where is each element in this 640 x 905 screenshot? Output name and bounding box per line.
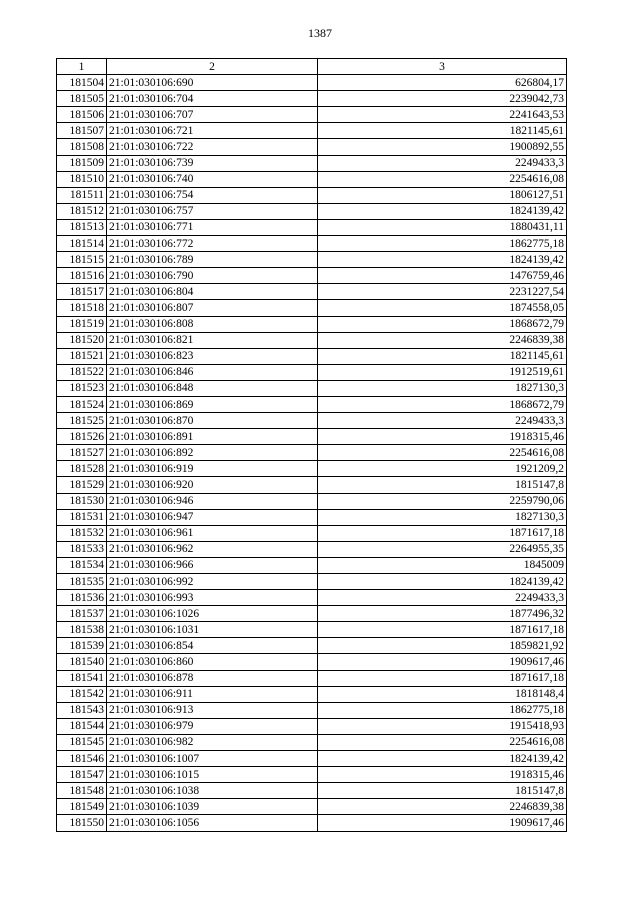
cadastral-number-cell: 21:01:030106:804 bbox=[107, 284, 318, 300]
row-number-cell: 181524 bbox=[57, 396, 107, 412]
cadastral-value-cell: 1824139,42 bbox=[318, 252, 567, 268]
row-number-cell: 181537 bbox=[57, 606, 107, 622]
table-row bbox=[57, 783, 567, 799]
row-number-cell: 181534 bbox=[57, 557, 107, 573]
cadastral-number-cell: 21:01:030106:911 bbox=[107, 686, 318, 702]
table-row bbox=[57, 638, 567, 654]
table-row bbox=[57, 686, 567, 702]
table-row bbox=[57, 477, 567, 493]
table-row bbox=[57, 123, 567, 139]
table-row bbox=[57, 734, 567, 750]
row-number-cell: 181533 bbox=[57, 541, 107, 557]
page-number: 1387 bbox=[308, 26, 332, 40]
cadastral-value-cell: 1918315,46 bbox=[318, 767, 567, 783]
row-number-cell: 181518 bbox=[57, 300, 107, 316]
cadastral-value-cell: 1874558,05 bbox=[318, 300, 567, 316]
cadastral-value-cell: 2259790,06 bbox=[318, 493, 567, 509]
row-number-cell: 181550 bbox=[57, 815, 107, 831]
cadastral-value-cell: 1868672,79 bbox=[318, 396, 567, 412]
cadastral-value-cell: 1912519,61 bbox=[318, 364, 567, 380]
row-number-cell: 181517 bbox=[57, 284, 107, 300]
row-number-cell: 181516 bbox=[57, 268, 107, 284]
table-row bbox=[57, 461, 567, 477]
cadastral-number-cell: 21:01:030106:946 bbox=[107, 493, 318, 509]
cadastral-number-cell: 21:01:030106:962 bbox=[107, 541, 318, 557]
cadastral-number-cell: 21:01:030106:1007 bbox=[107, 751, 318, 767]
table-row bbox=[57, 799, 567, 815]
row-number-cell: 181544 bbox=[57, 718, 107, 734]
cadastral-value-cell: 2249433,3 bbox=[318, 413, 567, 429]
cadastral-number-cell: 21:01:030106:739 bbox=[107, 155, 318, 171]
cadastral-number-cell: 21:01:030106:707 bbox=[107, 107, 318, 123]
cadastral-number-cell: 21:01:030106:1031 bbox=[107, 622, 318, 638]
cadastral-number-cell: 21:01:030106:992 bbox=[107, 574, 318, 590]
row-number-cell: 181527 bbox=[57, 445, 107, 461]
table-row bbox=[57, 557, 567, 573]
cadastral-value-cell: 2254616,08 bbox=[318, 171, 567, 187]
table-row bbox=[57, 268, 567, 284]
row-number-cell: 181546 bbox=[57, 751, 107, 767]
table-row bbox=[57, 509, 567, 525]
row-number-cell: 181505 bbox=[57, 91, 107, 107]
cadastral-number-cell: 21:01:030106:821 bbox=[107, 332, 318, 348]
table-row bbox=[57, 364, 567, 380]
table-row bbox=[57, 107, 567, 123]
row-number-cell: 181514 bbox=[57, 236, 107, 252]
cadastral-number-cell: 21:01:030106:772 bbox=[107, 236, 318, 252]
row-number-cell: 181504 bbox=[57, 75, 107, 91]
row-number-cell: 181548 bbox=[57, 783, 107, 799]
cadastral-value-cell: 2254616,08 bbox=[318, 445, 567, 461]
table-row bbox=[57, 348, 567, 364]
row-number-cell: 181515 bbox=[57, 252, 107, 268]
table-row bbox=[57, 203, 567, 219]
row-number-cell: 181507 bbox=[57, 123, 107, 139]
table-row bbox=[57, 525, 567, 541]
cadastral-value-cell: 626804,17 bbox=[318, 75, 567, 91]
cadastral-number-cell: 21:01:030106:846 bbox=[107, 364, 318, 380]
table-row bbox=[57, 284, 567, 300]
cadastral-value-cell: 2246839,38 bbox=[318, 799, 567, 815]
row-number-cell: 181530 bbox=[57, 493, 107, 509]
cadastral-number-cell: 21:01:030106:771 bbox=[107, 219, 318, 235]
cadastral-number-cell: 21:01:030106:878 bbox=[107, 670, 318, 686]
row-number-cell: 181528 bbox=[57, 461, 107, 477]
cadastral-value-cell: 1821145,61 bbox=[318, 123, 567, 139]
cadastral-value-cell: 1827130,3 bbox=[318, 509, 567, 525]
cadastral-value-cell: 1859821,92 bbox=[318, 638, 567, 654]
cadastral-number-cell: 21:01:030106:807 bbox=[107, 300, 318, 316]
cadastral-value-cell: 1827130,3 bbox=[318, 380, 567, 396]
cadastral-number-cell: 21:01:030106:993 bbox=[107, 590, 318, 606]
table-row bbox=[57, 622, 567, 638]
table-row bbox=[57, 574, 567, 590]
table-row bbox=[57, 91, 567, 107]
table-row bbox=[57, 252, 567, 268]
table-row bbox=[57, 380, 567, 396]
cadastral-value-cell: 1476759,46 bbox=[318, 268, 567, 284]
header-col-3: 3 bbox=[318, 59, 567, 75]
row-number-cell: 181526 bbox=[57, 429, 107, 445]
table-row bbox=[57, 75, 567, 91]
cadastral-value-cell: 1915418,93 bbox=[318, 718, 567, 734]
cadastral-number-cell: 21:01:030106:740 bbox=[107, 171, 318, 187]
cadastral-value-cell: 1824139,42 bbox=[318, 203, 567, 219]
cadastral-number-cell: 21:01:030106:823 bbox=[107, 348, 318, 364]
cadastral-value-cell: 1871617,18 bbox=[318, 525, 567, 541]
cadastral-value-cell: 1824139,42 bbox=[318, 574, 567, 590]
table-row bbox=[57, 316, 567, 332]
row-number-cell: 181512 bbox=[57, 203, 107, 219]
table-row bbox=[57, 445, 567, 461]
cadastral-number-cell: 21:01:030106:982 bbox=[107, 734, 318, 750]
cadastral-value-cell: 2264955,35 bbox=[318, 541, 567, 557]
row-number-cell: 181523 bbox=[57, 380, 107, 396]
table-row bbox=[57, 429, 567, 445]
cadastral-number-cell: 21:01:030106:757 bbox=[107, 203, 318, 219]
cadastral-value-cell: 2239042,73 bbox=[318, 91, 567, 107]
row-number-cell: 181506 bbox=[57, 107, 107, 123]
cadastral-number-cell: 21:01:030106:789 bbox=[107, 252, 318, 268]
cadastral-value-cell: 2241643,53 bbox=[318, 107, 567, 123]
row-number-cell: 181519 bbox=[57, 316, 107, 332]
cadastral-number-cell: 21:01:030106:704 bbox=[107, 91, 318, 107]
cadastral-number-cell: 21:01:030106:869 bbox=[107, 396, 318, 412]
cadastral-value-cell: 2231227,54 bbox=[318, 284, 567, 300]
table-header bbox=[57, 59, 567, 75]
cadastral-value-cell: 1806127,51 bbox=[318, 187, 567, 203]
cadastral-value-cell: 1818148,4 bbox=[318, 686, 567, 702]
table-row bbox=[57, 155, 567, 171]
header-col-2: 2 bbox=[107, 59, 318, 75]
cadastral-value-cell: 1845009 bbox=[318, 557, 567, 573]
row-number-cell: 181535 bbox=[57, 574, 107, 590]
cadastral-number-cell: 21:01:030106:754 bbox=[107, 187, 318, 203]
table-row bbox=[57, 815, 567, 831]
cadastral-value-cell: 1871617,18 bbox=[318, 622, 567, 638]
cadastral-number-cell: 21:01:030106:979 bbox=[107, 718, 318, 734]
table-row bbox=[57, 654, 567, 670]
table-row bbox=[57, 718, 567, 734]
cadastral-number-cell: 21:01:030106:961 bbox=[107, 525, 318, 541]
cadastral-value-cell: 1862775,18 bbox=[318, 702, 567, 718]
cadastral-value-cell: 1918315,46 bbox=[318, 429, 567, 445]
cadastral-number-cell: 21:01:030106:860 bbox=[107, 654, 318, 670]
row-number-cell: 181532 bbox=[57, 525, 107, 541]
row-number-cell: 181541 bbox=[57, 670, 107, 686]
table-row bbox=[57, 541, 567, 557]
cadastral-value-cell: 1862775,18 bbox=[318, 236, 567, 252]
row-number-cell: 181539 bbox=[57, 638, 107, 654]
cadastral-number-cell: 21:01:030106:854 bbox=[107, 638, 318, 654]
table-row bbox=[57, 751, 567, 767]
row-number-cell: 181542 bbox=[57, 686, 107, 702]
table-row bbox=[57, 396, 567, 412]
cadastral-number-cell: 21:01:030106:870 bbox=[107, 413, 318, 429]
row-number-cell: 181531 bbox=[57, 509, 107, 525]
cadastral-number-cell: 21:01:030106:891 bbox=[107, 429, 318, 445]
row-number-cell: 181509 bbox=[57, 155, 107, 171]
table-row bbox=[57, 236, 567, 252]
cadastral-value-cell: 2249433,3 bbox=[318, 590, 567, 606]
cadastral-value-cell: 1871617,18 bbox=[318, 670, 567, 686]
cadastral-number-cell: 21:01:030106:848 bbox=[107, 380, 318, 396]
cadastral-number-cell: 21:01:030106:919 bbox=[107, 461, 318, 477]
table-row bbox=[57, 219, 567, 235]
row-number-cell: 181536 bbox=[57, 590, 107, 606]
cadastral-value-table bbox=[56, 58, 567, 832]
row-number-cell: 181549 bbox=[57, 799, 107, 815]
cadastral-value-cell: 1909617,46 bbox=[318, 654, 567, 670]
cadastral-value-cell: 1815147,8 bbox=[318, 783, 567, 799]
cadastral-value-cell: 1880431,11 bbox=[318, 219, 567, 235]
cadastral-number-cell: 21:01:030106:808 bbox=[107, 316, 318, 332]
table-row bbox=[57, 606, 567, 622]
row-number-cell: 181521 bbox=[57, 348, 107, 364]
table-row bbox=[57, 300, 567, 316]
row-number-cell: 181545 bbox=[57, 734, 107, 750]
row-number-cell: 181529 bbox=[57, 477, 107, 493]
table-body bbox=[57, 75, 567, 831]
cadastral-number-cell: 21:01:030106:913 bbox=[107, 702, 318, 718]
table-row bbox=[57, 493, 567, 509]
cadastral-number-cell: 21:01:030106:1026 bbox=[107, 606, 318, 622]
table-row bbox=[57, 139, 567, 155]
row-number-cell: 181522 bbox=[57, 364, 107, 380]
cadastral-number-cell: 21:01:030106:966 bbox=[107, 557, 318, 573]
cadastral-value-cell: 1821145,61 bbox=[318, 348, 567, 364]
cadastral-value-cell: 1824139,42 bbox=[318, 751, 567, 767]
header-row bbox=[57, 59, 567, 75]
cadastral-value-cell: 1877496,32 bbox=[318, 606, 567, 622]
cadastral-value-cell: 1921209,2 bbox=[318, 461, 567, 477]
cadastral-value-cell: 2254616,08 bbox=[318, 734, 567, 750]
table-row bbox=[57, 767, 567, 783]
row-number-cell: 181525 bbox=[57, 413, 107, 429]
cadastral-number-cell: 21:01:030106:721 bbox=[107, 123, 318, 139]
cadastral-number-cell: 21:01:030106:1015 bbox=[107, 767, 318, 783]
cadastral-number-cell: 21:01:030106:1056 bbox=[107, 815, 318, 831]
table-row bbox=[57, 187, 567, 203]
cadastral-value-cell: 1868672,79 bbox=[318, 316, 567, 332]
table-row bbox=[57, 332, 567, 348]
cadastral-value-cell: 1900892,55 bbox=[318, 139, 567, 155]
row-number-cell: 181508 bbox=[57, 139, 107, 155]
header-col-1: 1 bbox=[57, 59, 107, 75]
table-row bbox=[57, 171, 567, 187]
cadastral-value-cell: 1815147,8 bbox=[318, 477, 567, 493]
cadastral-number-cell: 21:01:030106:1038 bbox=[107, 783, 318, 799]
row-number-cell: 181510 bbox=[57, 171, 107, 187]
row-number-cell: 181547 bbox=[57, 767, 107, 783]
row-number-cell: 181513 bbox=[57, 219, 107, 235]
row-number-cell: 181520 bbox=[57, 332, 107, 348]
row-number-cell: 181540 bbox=[57, 654, 107, 670]
cadastral-value-cell: 2249433,3 bbox=[318, 155, 567, 171]
cadastral-number-cell: 21:01:030106:947 bbox=[107, 509, 318, 525]
cadastral-number-cell: 21:01:030106:920 bbox=[107, 477, 318, 493]
table-row bbox=[57, 590, 567, 606]
cadastral-number-cell: 21:01:030106:722 bbox=[107, 139, 318, 155]
table-row bbox=[57, 702, 567, 718]
row-number-cell: 181543 bbox=[57, 702, 107, 718]
row-number-cell: 181538 bbox=[57, 622, 107, 638]
cadastral-number-cell: 21:01:030106:790 bbox=[107, 268, 318, 284]
cadastral-number-cell: 21:01:030106:1039 bbox=[107, 799, 318, 815]
table-row bbox=[57, 413, 567, 429]
table-row bbox=[57, 670, 567, 686]
cadastral-value-cell: 2246839,38 bbox=[318, 332, 567, 348]
cadastral-number-cell: 21:01:030106:892 bbox=[107, 445, 318, 461]
row-number-cell: 181511 bbox=[57, 187, 107, 203]
cadastral-value-cell: 1909617,46 bbox=[318, 815, 567, 831]
cadastral-number-cell: 21:01:030106:690 bbox=[107, 75, 318, 91]
